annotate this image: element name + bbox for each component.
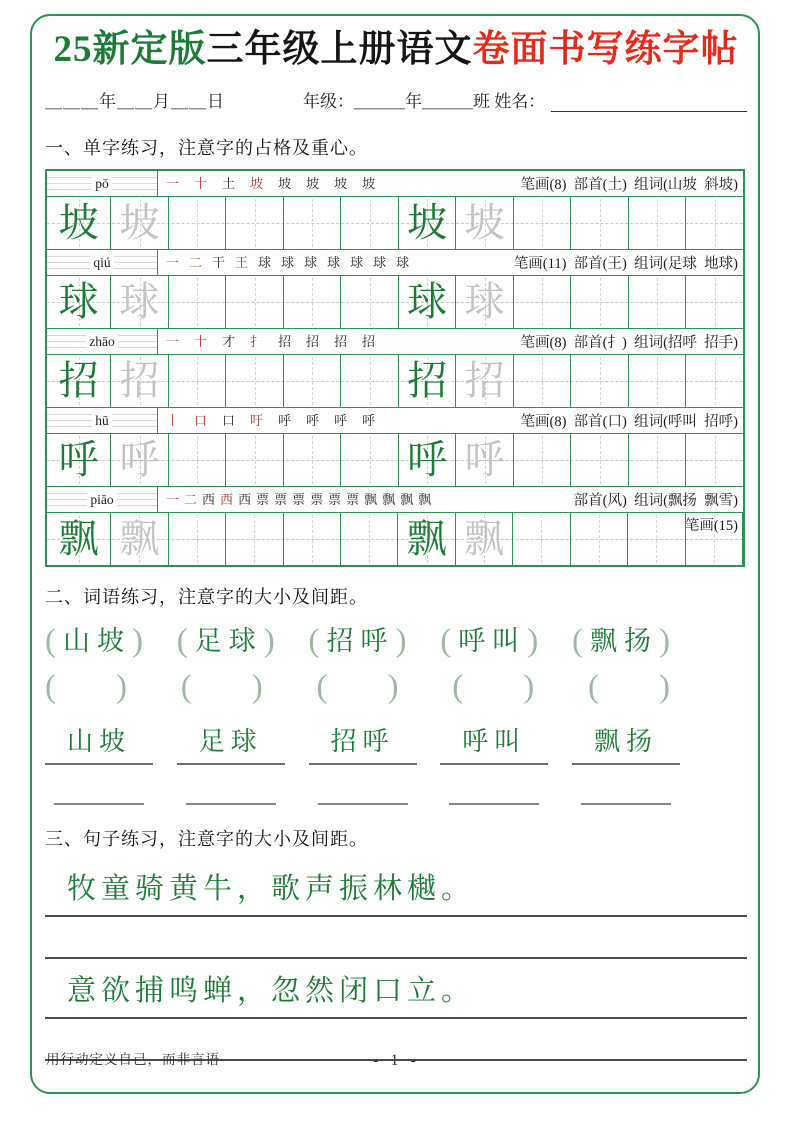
date-blanks: ＿＿＿年＿＿月＿＿日	[45, 92, 225, 111]
char-info: 笔画(11) 部首(王) 组词(足球 地球)	[513, 256, 738, 272]
practice-cell	[686, 434, 743, 486]
practice-cell	[284, 434, 342, 486]
practice-cell	[514, 355, 572, 407]
example-char: 招	[58, 358, 99, 403]
stroke-glyph: 吁	[250, 413, 264, 428]
char-block-招	[47, 329, 743, 408]
paren-open: (	[572, 623, 583, 659]
practice-row	[47, 355, 743, 407]
word-paren-group	[45, 623, 143, 659]
practice-cell	[456, 513, 513, 565]
pinyin-text: zhāo	[86, 335, 117, 349]
practice-cell	[571, 434, 629, 486]
paren-close: )	[263, 623, 275, 659]
stroke-glyph: 口	[194, 413, 208, 428]
word-text: 山坡	[63, 626, 131, 656]
paren-open: (	[588, 669, 599, 705]
paren-close: )	[116, 669, 127, 705]
blank-underline	[54, 803, 144, 805]
word-text: 足球	[198, 727, 263, 756]
stroke-glyph: 十	[194, 176, 208, 191]
practice-cell	[628, 513, 685, 565]
paren-open: (	[45, 669, 56, 705]
practice-cell	[513, 513, 570, 565]
paren-close: )	[387, 669, 399, 705]
stroke-glyph: 土	[222, 176, 236, 191]
paren-blank	[463, 678, 523, 696]
practice-cell	[47, 355, 111, 407]
pinyin-text: pō	[92, 177, 112, 191]
practice-cell	[571, 513, 628, 565]
word-line-col	[45, 725, 153, 765]
char-info: 部首(风) 组词(飘扬 飘雪)	[573, 493, 738, 509]
practice-row	[47, 513, 743, 565]
char-header-row	[47, 250, 743, 276]
word-text: 足球	[194, 626, 263, 656]
stroke-glyph: 球	[281, 255, 295, 270]
stroke-glyph: 王	[235, 255, 249, 270]
grade-name-row	[303, 87, 747, 112]
trace-char: 球	[464, 279, 505, 324]
title-subject: 卷面书写练字帖	[472, 29, 739, 70]
char-block-呼	[47, 408, 743, 487]
stroke-glyph: 飘	[382, 492, 396, 507]
word-line-row	[45, 725, 680, 765]
char-block-飘	[47, 487, 743, 565]
paren-close: )	[132, 623, 143, 659]
pinyin-text: qiú	[90, 256, 113, 270]
practice-cell	[629, 197, 687, 249]
example-char: 球	[407, 279, 448, 324]
practice-cell	[47, 434, 111, 486]
stroke-glyph: 票	[256, 492, 270, 507]
paren-open: (	[176, 623, 188, 659]
practice-row	[47, 197, 743, 249]
practice-cell	[47, 276, 111, 328]
stroke-glyph: 丨	[166, 413, 180, 428]
practice-cell	[341, 197, 399, 249]
stroke-glyph: 球	[373, 255, 387, 270]
stroke-glyph: 坡	[250, 176, 264, 191]
practice-cell	[169, 355, 227, 407]
practice-cell	[169, 513, 226, 565]
char-info: 笔画(8) 部首(土) 组词(山坡 斜坡)	[520, 177, 738, 193]
blank-underline	[318, 803, 408, 805]
stroke-glyph: 一	[166, 334, 180, 349]
practice-cell	[226, 434, 284, 486]
trace-char: 飘	[464, 516, 505, 561]
paren-close: )	[659, 669, 670, 705]
stroke-glyph: 一	[166, 255, 180, 270]
paren-blank	[328, 678, 388, 696]
word-text: 招呼	[330, 727, 395, 756]
stroke-glyph: 球	[396, 255, 410, 270]
practice-cell	[571, 276, 629, 328]
practice-cell	[169, 434, 227, 486]
stroke-glyph: 十	[194, 334, 208, 349]
stroke-glyph: 呼	[278, 413, 292, 428]
word-paren-row	[45, 621, 670, 661]
practice-cell	[341, 355, 399, 407]
stroke-glyph: 招	[334, 334, 348, 349]
example-char: 坡	[407, 200, 448, 245]
practice-cell	[514, 434, 572, 486]
practice-cell	[341, 434, 399, 486]
empty-sentence-line	[45, 957, 747, 959]
stroke-glyph: 飘	[400, 492, 414, 507]
section2-heading: 二、词语练习，注意字的大小及间距。	[45, 587, 368, 607]
paren-blank	[192, 678, 252, 696]
practice-cell	[399, 276, 457, 328]
sentence-block	[45, 863, 747, 959]
trace-char: 呼	[464, 437, 505, 482]
practice-cell	[111, 197, 169, 249]
page-content	[45, 26, 747, 1061]
stroke-glyph: 西	[220, 492, 234, 507]
word-text: 呼叫	[458, 626, 527, 656]
stroke-glyph: 一	[166, 176, 180, 191]
practice-cell	[111, 355, 169, 407]
practice-cell	[629, 276, 687, 328]
section1-heading: 一、单字练习，注意字的占格及重心。	[45, 138, 368, 158]
trace-char: 招	[119, 358, 160, 403]
practice-cell	[284, 276, 342, 328]
example-char: 坡	[58, 200, 99, 245]
example-char: 招	[407, 358, 448, 403]
empty-word-line-col	[45, 803, 153, 805]
name-underline	[551, 91, 747, 112]
practice-cell	[111, 276, 169, 328]
empty-word-line-col	[177, 803, 285, 805]
pinyin-cell	[47, 250, 158, 275]
practice-cell	[399, 434, 457, 486]
practice-cell	[456, 355, 514, 407]
empty-paren-group	[45, 669, 127, 705]
stroke-glyph: 坡	[278, 176, 292, 191]
character-practice-table	[45, 169, 745, 567]
paren-close: )	[395, 623, 407, 659]
stroke-glyph: 干	[212, 255, 226, 270]
sentence-text: 牧童骑黄牛，歌声振林樾。	[45, 863, 747, 917]
stroke-glyph: 才	[222, 334, 236, 349]
word-line-col	[440, 725, 548, 765]
char-info: 笔画(8) 部首(口) 组词(呼叫 招呼)	[520, 414, 738, 430]
practice-cell	[686, 355, 743, 407]
word-paren-group	[572, 623, 670, 659]
empty-word-line-col	[572, 803, 680, 805]
date-row	[45, 88, 747, 112]
blank-underline	[581, 803, 671, 805]
stroke-order	[158, 329, 521, 354]
practice-cell	[399, 197, 457, 249]
sentence-block	[45, 965, 747, 1061]
stroke-glyph: 招	[362, 334, 376, 349]
page-number: - 1 -	[373, 1052, 420, 1069]
word-paren-group	[440, 623, 538, 659]
practice-cell	[284, 513, 341, 565]
blank-underline	[449, 803, 539, 805]
word-text: 招呼	[326, 626, 395, 656]
stroke-glyph: 坡	[362, 176, 376, 191]
stroke-order	[158, 250, 514, 275]
pinyin-cell	[47, 408, 158, 433]
paren-open: (	[180, 669, 192, 705]
stroke-glyph: 球	[327, 255, 341, 270]
pinyin-cell	[47, 487, 158, 512]
paren-blank	[599, 678, 659, 696]
practice-cell	[456, 197, 514, 249]
stroke-glyph: 球	[350, 255, 364, 270]
trace-char: 坡	[119, 200, 160, 245]
stroke-count-note: 笔画(15)	[684, 518, 738, 534]
stroke-glyph: 二	[189, 255, 203, 270]
char-block-球	[47, 250, 743, 329]
empty-paren-row	[45, 669, 670, 705]
stroke-glyph: 票	[274, 492, 288, 507]
stroke-glyph: 坡	[334, 176, 348, 191]
section3-heading: 三、句子练习，注意字的大小及间距。	[45, 829, 368, 849]
stroke-glyph: 票	[328, 492, 342, 507]
paren-open: (	[440, 623, 452, 659]
practice-cell	[629, 434, 687, 486]
title-edition: 25新定版	[53, 29, 207, 70]
practice-cell	[226, 197, 284, 249]
sentence-text: 意欲捕鸣蝉，忽然闭口立。	[45, 965, 747, 1019]
practice-cell	[226, 355, 284, 407]
empty-paren-group	[588, 669, 670, 705]
practice-row	[47, 434, 743, 486]
stroke-order	[158, 487, 574, 512]
word-text: 飘扬	[590, 626, 658, 656]
empty-paren-group	[452, 669, 534, 705]
practice-cell	[399, 355, 457, 407]
page-title	[45, 26, 747, 74]
paren-close: )	[659, 623, 670, 659]
stroke-glyph: 西	[202, 492, 216, 507]
stroke-glyph: 球	[304, 255, 318, 270]
stroke-glyph: 呼	[334, 413, 348, 428]
pinyin-text: hū	[92, 414, 112, 428]
practice-cell	[226, 276, 284, 328]
practice-cell	[47, 197, 111, 249]
char-header-row	[47, 329, 743, 355]
char-info: 笔画(8) 部首(扌) 组词(招呼 招手)	[520, 335, 738, 351]
practice-cell	[284, 197, 342, 249]
practice-cell	[169, 197, 227, 249]
trace-char: 飘	[119, 516, 160, 561]
empty-word-line-col	[440, 803, 548, 805]
word-text: 山坡	[66, 727, 131, 756]
practice-cell	[341, 276, 399, 328]
word-line-col	[309, 725, 417, 765]
stroke-glyph: 票	[292, 492, 306, 507]
practice-cell	[226, 513, 283, 565]
practice-cell	[686, 197, 743, 249]
practice-cell	[341, 513, 398, 565]
pinyin-cell	[47, 171, 158, 196]
practice-cell	[456, 276, 514, 328]
pinyin-cell	[47, 329, 158, 354]
grade-name-blanks: 年级：＿＿＿年＿＿＿班 姓名：	[303, 92, 546, 111]
char-block-坡	[47, 171, 743, 250]
example-char: 呼	[58, 437, 99, 482]
stroke-glyph: 票	[310, 492, 324, 507]
paren-open: (	[316, 669, 328, 705]
stroke-glyph: 飘	[418, 492, 432, 507]
paren-open: (	[308, 623, 320, 659]
practice-cell	[514, 276, 572, 328]
char-header-row	[47, 408, 743, 434]
practice-cell	[571, 355, 629, 407]
word-text: 飘扬	[593, 727, 658, 756]
char-header-row	[47, 171, 743, 197]
paren-close: )	[251, 669, 263, 705]
footer-quote: 用行动定义自己，而非言语	[46, 1052, 220, 1067]
trace-char: 呼	[119, 437, 160, 482]
empty-word-line-row	[45, 803, 680, 805]
stroke-glyph: 口	[222, 413, 236, 428]
stroke-glyph: 呼	[306, 413, 320, 428]
practice-cell	[514, 197, 572, 249]
word-paren-group	[177, 623, 275, 659]
trace-char: 球	[119, 279, 160, 324]
practice-cell	[456, 434, 514, 486]
stroke-order	[158, 408, 521, 433]
practice-cell	[686, 276, 743, 328]
trace-char: 坡	[464, 200, 505, 245]
word-text: 呼叫	[462, 727, 527, 756]
example-char: 球	[58, 279, 99, 324]
practice-cell	[629, 355, 687, 407]
stroke-glyph: 西	[238, 492, 252, 507]
paren-open: (	[452, 669, 464, 705]
practice-cell	[111, 513, 168, 565]
char-header-row	[47, 487, 743, 513]
practice-cell	[169, 276, 227, 328]
practice-cell	[111, 434, 169, 486]
paren-close: )	[523, 669, 535, 705]
stroke-glyph: 坡	[306, 176, 320, 191]
practice-cell	[284, 355, 342, 407]
example-char: 飘	[58, 516, 99, 561]
word-line-col	[177, 725, 285, 765]
word-paren-group	[309, 623, 407, 659]
stroke-glyph: 二	[184, 492, 198, 507]
pinyin-text: piāo	[87, 493, 116, 507]
empty-paren-group	[317, 669, 399, 705]
stroke-glyph: 扌	[250, 334, 264, 349]
stroke-glyph: 票	[346, 492, 360, 507]
practice-row	[47, 276, 743, 328]
stroke-glyph: 招	[306, 334, 320, 349]
word-line-col	[572, 725, 680, 765]
stroke-glyph: 飘	[364, 492, 378, 507]
blank-underline	[186, 803, 276, 805]
paren-blank	[56, 678, 116, 696]
stroke-glyph: 招	[278, 334, 292, 349]
practice-cell	[47, 513, 111, 565]
example-char: 呼	[407, 437, 448, 482]
practice-cell	[398, 513, 455, 565]
paren-close: )	[527, 623, 539, 659]
practice-cell	[571, 197, 629, 249]
paren-open: (	[45, 623, 56, 659]
stroke-order	[158, 171, 521, 196]
stroke-glyph: 球	[258, 255, 272, 270]
stroke-glyph: 呼	[362, 413, 376, 428]
example-char: 飘	[406, 516, 447, 561]
empty-paren-group	[181, 669, 263, 705]
title-grade: 三年级上册语文	[206, 29, 473, 70]
empty-word-line-col	[309, 803, 417, 805]
trace-char: 招	[464, 358, 505, 403]
sentence-practice	[45, 863, 747, 1061]
stroke-glyph: 一	[166, 492, 180, 507]
